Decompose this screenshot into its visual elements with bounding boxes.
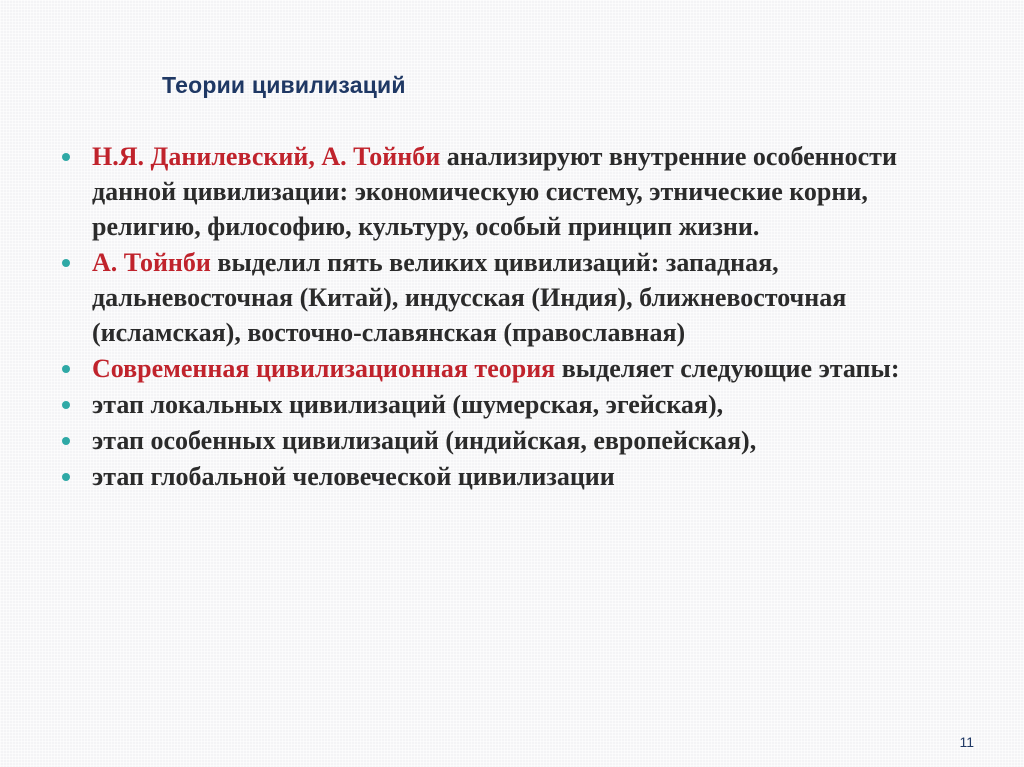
bullet-icon [62, 259, 70, 267]
bullet-text: этап глобальной человеческой цивилизации [92, 462, 615, 491]
list-item [62, 423, 962, 458]
bullet-icon [62, 153, 70, 161]
bullet-list [62, 139, 962, 495]
list-item [62, 351, 962, 386]
bullet-icon [62, 365, 70, 373]
list-item [62, 459, 962, 494]
bullet-icon [62, 437, 70, 445]
list-item [62, 139, 962, 244]
bullet-text: выделил пять великих цивилизаций: западная, дальневосточная (Китай), индусская (Индия), ближневосточная (исламская), восточно-славянская (православная) [92, 248, 847, 347]
bullet-text: выделяет следующие этапы: [555, 354, 900, 383]
bullet-text: этап локальных цивилизаций (шумерская, эгейская), [92, 390, 724, 419]
slide-title: Теории цивилизаций [162, 72, 406, 98]
bullet-icon [62, 401, 70, 409]
bullet-text: этап особенных цивилизаций (индийская, европейская), [92, 426, 757, 455]
highlight-text: Современная цивилизационная теория [92, 354, 556, 383]
list-item [62, 245, 962, 350]
bullet-text: анализируют внутренние особенности данной цивилизации: экономическую систему, этнические корни, религию, философию, культуру, особый принцип жизни. [92, 142, 897, 241]
page-number: 11 [959, 734, 974, 750]
list-item [62, 387, 962, 422]
highlight-text: Н.Я. Данилевский, А. Тойнби [92, 142, 441, 171]
highlight-text: А. Тойнби [92, 248, 211, 277]
bullet-icon [62, 473, 70, 481]
